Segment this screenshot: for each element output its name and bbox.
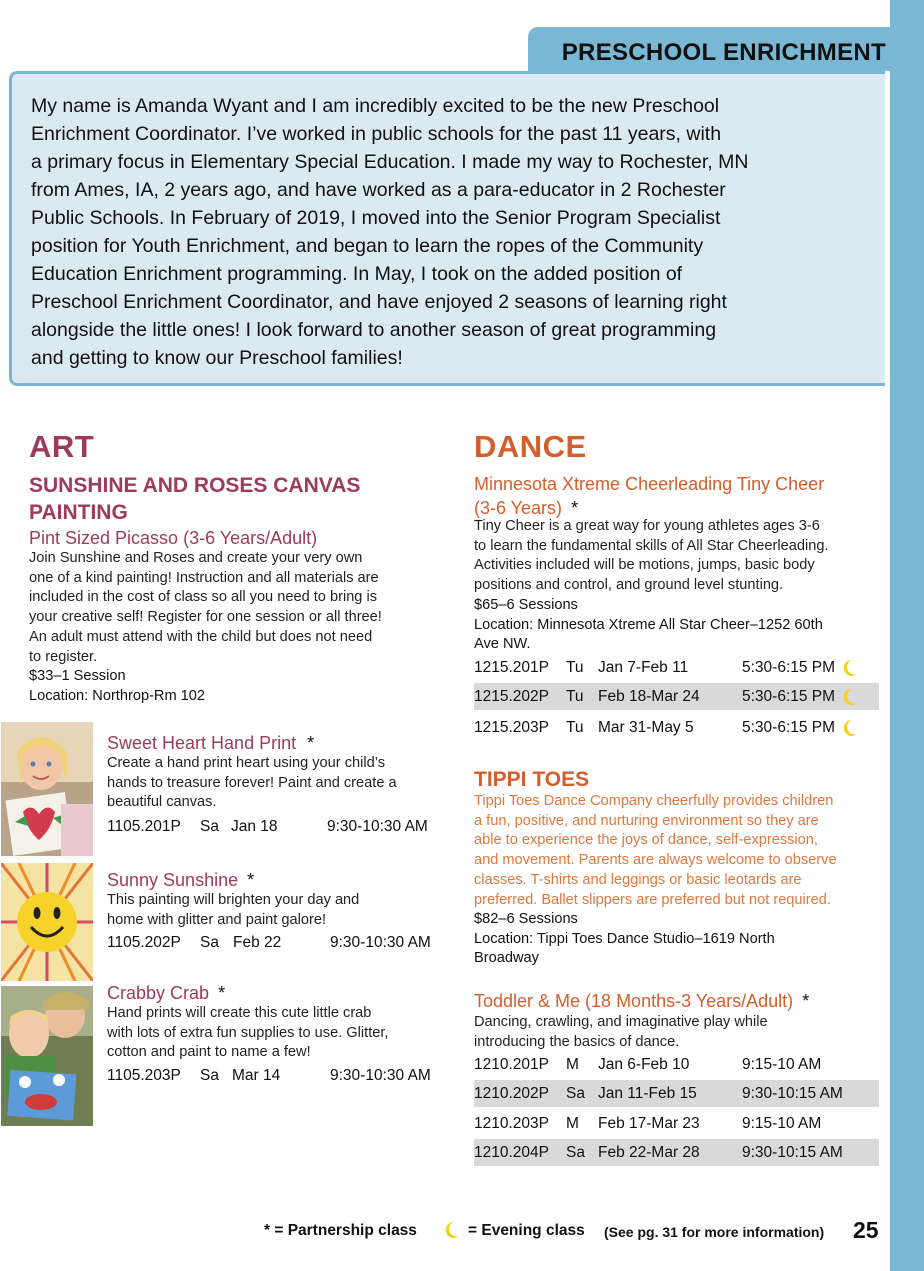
- date: Jan 7-Feb 11: [598, 659, 689, 676]
- legend-evening: = Evening class: [468, 1222, 585, 1239]
- art-heading: ART: [29, 429, 95, 464]
- course-code: 1210.201P: [474, 1056, 549, 1073]
- toddler-schedule-row: [474, 1110, 879, 1137]
- date: Feb 22-Mar 28: [598, 1144, 700, 1161]
- toddler-schedule-row: [474, 1080, 879, 1107]
- desc-line: classes. T-shirts and leggings or basic leotards are: [474, 871, 802, 888]
- crescent-moon-icon: [842, 659, 858, 677]
- partnership-star: *: [218, 983, 226, 1003]
- desc-line: with lots of extra fun supplies to use. Glitter,: [107, 1024, 389, 1041]
- intro-box: [9, 71, 885, 386]
- desc-line: hands to treasure forever! Paint and create a: [107, 774, 397, 791]
- location: Broadway: [474, 950, 539, 967]
- date: Jan 11-Feb 15: [598, 1085, 697, 1102]
- time: 9:30-10:30 AM: [327, 818, 428, 835]
- intro-line: from Ames, IA, 2 years ago, and have worked as a para-educator in 2 Rochester: [31, 179, 726, 201]
- date: Mar 14: [232, 1067, 281, 1084]
- time-cell: [742, 683, 858, 710]
- desc-line: Hand prints will create this cute little crab: [107, 1005, 372, 1021]
- day: Sa: [200, 1067, 219, 1084]
- intro-line: position for Youth Enrichment, and began to learn the ropes of the Community: [31, 235, 704, 257]
- toddler-title-text: Toddler & Me (18 Months-3 Years/Adult): [474, 991, 794, 1011]
- price: $65–6 Sessions: [474, 596, 578, 613]
- location: Location: Minnesota Xtreme All Star Cheer–1252 60th: [474, 616, 823, 633]
- day: M: [566, 1056, 579, 1073]
- intro-line: a primary focus in Elementary Special Education. I made my way to Rochester, MN: [31, 151, 749, 173]
- class-photo-sweet-heart: [1, 722, 93, 856]
- day: Tu: [566, 688, 584, 705]
- intro-line: Preschool Enrichment Coordinator, and have enjoyed 2 seasons of learning right: [31, 291, 727, 313]
- location: Ave NW.: [474, 636, 531, 653]
- intro-line: Public Schools. In February of 2019, I moved into the Senior Program Specialist: [31, 207, 721, 229]
- section-tab: [528, 27, 890, 71]
- date: Feb 18-Mar 24: [598, 688, 700, 705]
- day: Sa: [566, 1144, 585, 1161]
- class-schedule-row: [107, 813, 442, 840]
- desc-line: positions and control, and ground level stunting.: [474, 577, 784, 594]
- program-title-line: PAINTING: [29, 501, 128, 524]
- crescent-moon-icon: [842, 688, 858, 706]
- partnership-star: *: [307, 733, 315, 753]
- toddler-schedule-row: [474, 1051, 879, 1078]
- cheer-title-line: Minnesota Xtreme Cheerleading Tiny Cheer: [474, 474, 825, 494]
- desc-line: Create a hand print heart using your child’s: [107, 755, 385, 771]
- price: $82–6 Sessions: [474, 911, 578, 927]
- desc-line: and movement. Parents are always welcome to observe: [474, 852, 837, 869]
- desc-line: cotton and paint to name a few!: [107, 1044, 311, 1061]
- price: $33–1 Session: [29, 668, 126, 685]
- class-title: [107, 732, 314, 754]
- class-title: [107, 982, 225, 1004]
- intro-line: My name is Amanda Wyant and I am incredibly excited to be the new Preschool: [31, 95, 720, 117]
- date: Mar 31-May 5: [598, 719, 694, 736]
- time-cell: [742, 654, 858, 681]
- desc-line: Tippi Toes Dance Company cheerfully provides children: [474, 793, 834, 809]
- desc-line: This painting will brighten your day and: [107, 892, 360, 908]
- time: 5:30-6:15 PM: [742, 659, 836, 676]
- partnership-star: *: [571, 498, 579, 518]
- desc-line: to register.: [29, 648, 98, 665]
- course-code: 1105.203P: [107, 1067, 181, 1084]
- location: Location: Northrop-Rm 102: [29, 687, 206, 704]
- desc-line: beautiful canvas.: [107, 794, 217, 811]
- section-tab-label: PRESCHOOL ENRICHMENT: [561, 39, 886, 66]
- time: 5:30-6:15 PM: [742, 688, 836, 705]
- dance-heading: DANCE: [474, 429, 587, 464]
- date: Feb 22: [233, 934, 282, 951]
- class-title: [107, 869, 254, 891]
- location: Location: Tippi Toes Dance Studio–1619 North: [474, 930, 775, 947]
- desc-line: one of a kind painting! Instruction and all materials are: [29, 569, 379, 586]
- class-description: [107, 891, 437, 930]
- time: 9:30-10:15 AM: [742, 1144, 843, 1161]
- day: Tu: [566, 719, 584, 736]
- tippi-heading: TIPPI TOES: [474, 768, 590, 791]
- legend-see-more: (See pg. 31 for more information): [604, 1224, 825, 1240]
- desc-line: home with glitter and paint galore!: [107, 911, 327, 928]
- day: Tu: [566, 659, 584, 676]
- class-photo-crabby-crab: [1, 986, 93, 1126]
- tippi-description: [474, 792, 884, 910]
- time-cell: [742, 714, 858, 741]
- intro-line: and getting to know our Preschool families!: [31, 347, 403, 369]
- partnership-star: *: [247, 870, 255, 890]
- desc-line: introducing the basics of dance.: [474, 1033, 680, 1050]
- course-code: 1215.201P: [474, 659, 549, 676]
- time: 9:15-10 AM: [742, 1115, 822, 1132]
- cheer-title: [474, 472, 824, 520]
- day: M: [566, 1115, 579, 1132]
- right-color-rail: [890, 0, 924, 1271]
- cheer-description: [474, 517, 884, 655]
- desc-line: Join Sunshine and Roses and create your very own: [29, 550, 363, 566]
- program-description: [29, 549, 439, 707]
- desc-line: Tiny Cheer is a great way for young athletes ages 3-6: [474, 518, 820, 534]
- cheer-schedule-row: [474, 714, 879, 741]
- class-schedule-row: [107, 929, 442, 956]
- time: 9:15-10 AM: [742, 1056, 822, 1073]
- desc-line: to learn the fundamental skills of All Star Cheerleading.: [474, 537, 829, 554]
- tippi-info: [474, 910, 884, 969]
- class-description: [107, 1004, 437, 1063]
- program-title-line: SUNSHINE AND ROSES CANVAS: [29, 474, 361, 497]
- desc-line: a fun, positive, and nurturing environment so they are: [474, 812, 819, 829]
- toddler-title: [474, 990, 809, 1012]
- date: Jan 6-Feb 10: [598, 1056, 690, 1073]
- desc-line: Activities included will be motions, jumps, basic body: [474, 557, 815, 574]
- date: Jan 18: [231, 818, 278, 835]
- intro-line: alongside the little ones! I look forward to another season of great programming: [31, 319, 717, 341]
- course-code: 1210.204P: [474, 1144, 549, 1161]
- class-title-text: Sunny Sunshine: [107, 870, 239, 890]
- toddler-description: [474, 1013, 884, 1052]
- program-title: [29, 472, 360, 526]
- desc-line: preferred. Ballet slippers are preferred but not required.: [474, 891, 831, 908]
- course-code: 1210.203P: [474, 1115, 549, 1132]
- desc-line: your creative self! Register for one session or all three!: [29, 609, 382, 626]
- class-title-text: Crabby Crab: [107, 983, 210, 1003]
- class-title-text: Sweet Heart Hand Print: [107, 733, 297, 753]
- time: 5:30-6:15 PM: [742, 719, 836, 736]
- cheer-title-line: (3-6 Years): [474, 498, 563, 518]
- class-schedule-row: [107, 1062, 442, 1089]
- time: 9:30-10:15 AM: [742, 1085, 843, 1102]
- day: Sa: [200, 818, 219, 835]
- cheer-schedule-row: [474, 654, 879, 681]
- class-photo-sunny-sunshine: [1, 863, 93, 981]
- intro-line: Enrichment Coordinator. I’ve worked in public schools for the past 11 years, with: [31, 123, 722, 145]
- crescent-moon-icon: [444, 1221, 460, 1239]
- time: 9:30-10:30 AM: [330, 934, 431, 951]
- date: Feb 17-Mar 23: [598, 1115, 700, 1132]
- intro-text: [31, 92, 851, 372]
- desc-line: Dancing, crawling, and imaginative play while: [474, 1014, 768, 1030]
- crescent-moon-icon: [842, 719, 858, 737]
- desc-line: able to experience the joys of dance, self-expression,: [474, 832, 818, 849]
- course-code: 1215.203P: [474, 719, 549, 736]
- day: Sa: [200, 934, 219, 951]
- course-code: 1210.202P: [474, 1085, 549, 1102]
- legend-partnership: * = Partnership class: [264, 1222, 417, 1239]
- course-code: 1105.202P: [107, 934, 181, 951]
- course-code: 1215.202P: [474, 688, 549, 705]
- course-code: 1105.201P: [107, 818, 181, 835]
- program-subtitle: Pint Sized Picasso (3-6 Years/Adult): [29, 528, 318, 548]
- page-number: 25: [853, 1217, 879, 1243]
- desc-line: An adult must attend with the child but does not need: [29, 628, 373, 645]
- desc-line: included in the cost of class so all you need to bring is: [29, 589, 378, 606]
- partnership-star: *: [802, 991, 810, 1011]
- toddler-schedule-row: [474, 1139, 879, 1166]
- intro-line: Education Enrichment programming. In May, I took on the added position of: [31, 263, 683, 285]
- cheer-schedule-row: [474, 683, 879, 710]
- day: Sa: [566, 1085, 585, 1102]
- time: 9:30-10:30 AM: [330, 1067, 431, 1084]
- class-description: [107, 754, 437, 813]
